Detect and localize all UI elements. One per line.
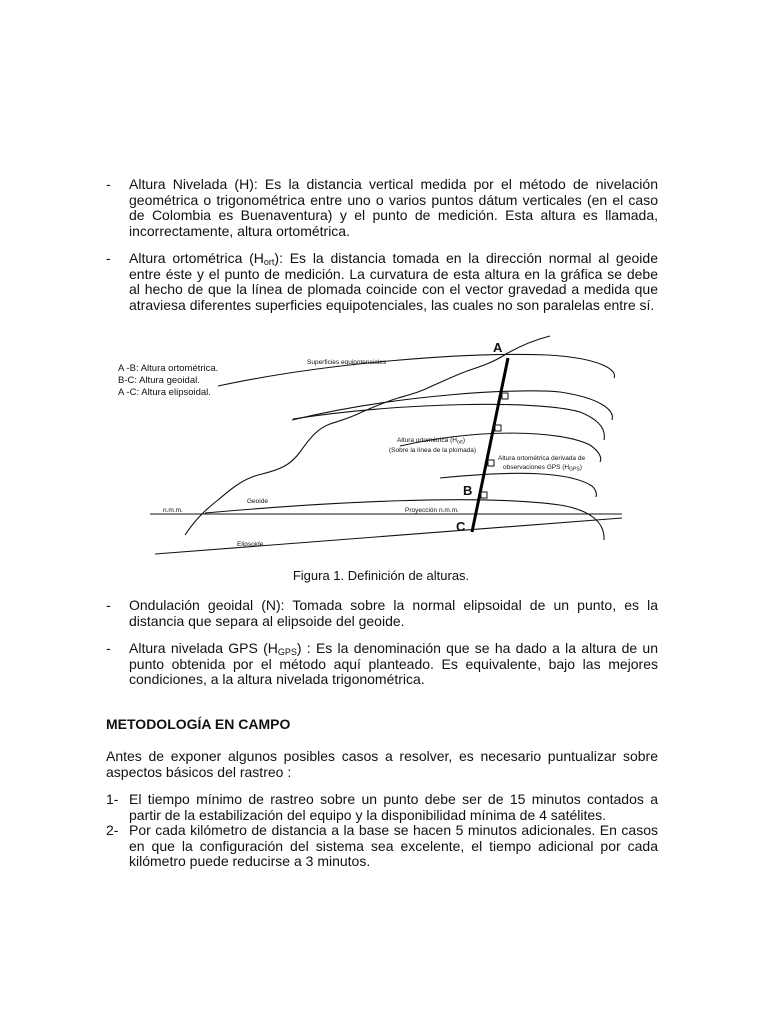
caption-text: Figura 1. Definición de alturas. bbox=[292, 568, 470, 583]
label-gps-1: Altura ortométrica derivada de bbox=[498, 455, 586, 462]
definition-altura-nivelada bbox=[106, 177, 658, 239]
text-part: ) bbox=[462, 437, 465, 444]
text-part: ) : Es la denominación que se ha dado a la altura de un punto obtenida por el método aquí planteado. Es equivalente, bajo las mejores condiciones, a la altura nivelada trigonométrica. bbox=[129, 640, 658, 687]
text-part: ) bbox=[579, 464, 582, 471]
label-surfaces: Superficies equipotenciales bbox=[307, 359, 387, 366]
bullet-marker: - bbox=[106, 597, 111, 613]
step-2 bbox=[106, 823, 658, 870]
step-1 bbox=[106, 792, 658, 823]
text-part: observaciones GPS (H bbox=[503, 464, 570, 471]
intersection-marker bbox=[488, 460, 494, 466]
definition-text: Ondulación geoidal (N): Tomada sobre la normal elipsoidal de un punto, es la distancia que separa al elipsoide del geoide. bbox=[129, 597, 658, 629]
step-number: 1- bbox=[106, 791, 119, 807]
text-part: Altura ortométrica (H bbox=[397, 437, 457, 444]
legend-ab: A -B: Altura ortométrica. bbox=[118, 363, 219, 374]
step-text: Por cada kilómetro de distancia a la base se hacen 5 minutos adicionales. En casos en que la configuración del sistema sea excelente, el tiempo adicional por cada kilómetro puede reducirse a 3 minutos. bbox=[129, 822, 658, 869]
definition-altura-nivelada-gps bbox=[106, 641, 658, 688]
label-plomada: (Sobre la línea de la plomada) bbox=[389, 447, 477, 454]
definition-text: Altura Nivelada (H): Es la distancia vertical medida por el método de nivelación geométrica o trigonométrica entre uno o varios puntos dátum verticales (en el caso de Colombia es Buenaventura) y el punto de medición. Esta altura es llamada, incorrectamente, altura ortométrica. bbox=[129, 176, 658, 239]
heights-diagram bbox=[0, 330, 768, 560]
point-label-b: B bbox=[463, 483, 473, 498]
equipotential-surface-1 bbox=[218, 354, 615, 386]
section-heading: METODOLOGÍA EN CAMPO bbox=[106, 716, 291, 732]
subscript: GPS bbox=[569, 466, 580, 473]
bullet-marker: - bbox=[106, 176, 111, 192]
figure-caption bbox=[0, 568, 768, 583]
definition-ondulacion-geoidal bbox=[106, 598, 658, 629]
subscript: GPS bbox=[277, 647, 297, 657]
geoide-curve bbox=[205, 500, 604, 540]
definition-text bbox=[129, 641, 658, 688]
step-text: El tiempo mínimo de rastreo sobre un punto debe ser de 15 minutos contados a partir de la estabilización del equipo y la disponibilidad mínima de 4 satélites. bbox=[129, 791, 658, 823]
bullet-marker: - bbox=[106, 640, 111, 656]
bullet-marker: - bbox=[106, 250, 111, 266]
label-proyeccion: Proyección n.m.m. bbox=[405, 507, 459, 514]
point-label-c: C bbox=[456, 519, 466, 534]
text-part: ): Es la distancia tomada en la dirección normal al geoide entre éste y el punto de medición. La curvatura de esta altura en la gráfica se debe al hecho de que la línea de plomada coincide con el vector gravedad a medida que atraviesa diferentes superficies equipotenciales, las cuales no son paralelas entre sí. bbox=[129, 250, 658, 313]
equipotential-surface-2 bbox=[292, 391, 612, 420]
definition-text bbox=[129, 251, 658, 313]
intersection-marker bbox=[502, 393, 508, 399]
subscript: ort bbox=[263, 257, 275, 267]
label-nmm: n.m.m. bbox=[163, 507, 183, 514]
definition-altura-ortometrica bbox=[106, 251, 658, 313]
vertical-line-a-c bbox=[472, 358, 508, 532]
intersection-marker bbox=[481, 492, 487, 498]
label-elipsoide: Elipsoide bbox=[237, 541, 264, 548]
label-gps-2 bbox=[503, 464, 582, 473]
intro-paragraph: Antes de exponer algunos posibles casos a resolver, es necesario puntualizar sobre aspectos básicos del rastreo : bbox=[106, 748, 658, 780]
point-label-a: A bbox=[493, 340, 503, 355]
legend-ac: A -C: Altura elipsoidal. bbox=[118, 387, 211, 398]
legend-bc: B-C: Altura geoidal. bbox=[118, 375, 200, 386]
label-geoide: Geoide bbox=[247, 498, 268, 505]
step-number: 2- bbox=[106, 822, 119, 838]
intersection-marker bbox=[495, 425, 501, 431]
elipsoide-line bbox=[155, 518, 622, 554]
text-part: Altura nivelada GPS (H bbox=[129, 640, 278, 656]
subscript: ort bbox=[456, 439, 463, 446]
text-part: Altura ortométrica (H bbox=[129, 250, 264, 266]
